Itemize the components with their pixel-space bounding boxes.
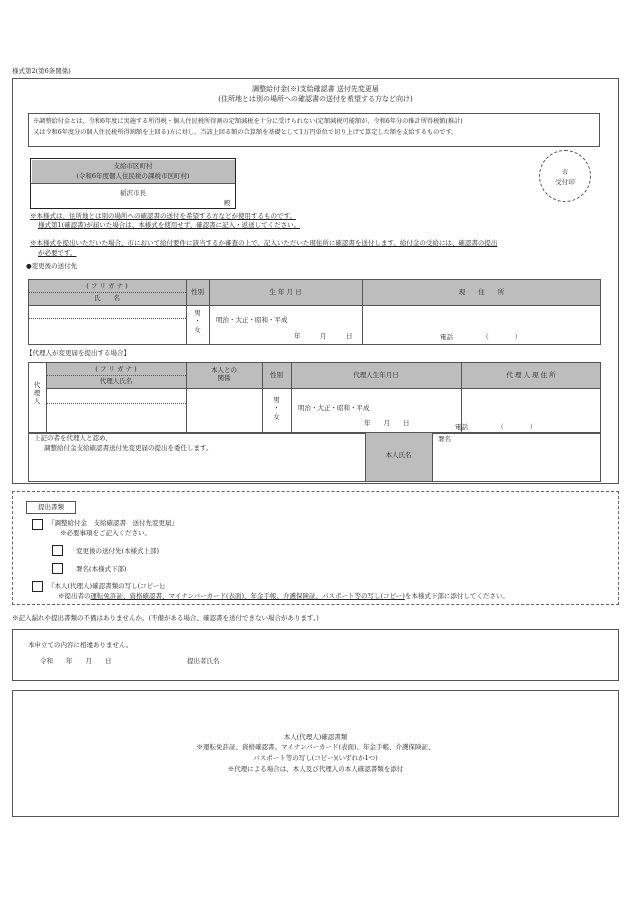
agent-section-label: 【代理人が変更届を提出する場合】	[26, 349, 130, 357]
delegation-line-1: 上記の者を代理人と認め、	[34, 434, 112, 442]
municipality-header-1: 支給市区町村	[113, 162, 153, 170]
declaration-date[interactable]: 令和 年 月 日	[40, 657, 112, 665]
mayor-name: 稲沢市長	[120, 189, 146, 197]
sub1-label: 変更後の送付先(本様式上部)	[76, 547, 160, 555]
principal-name-label: 本人氏名	[385, 451, 412, 459]
item1-note: ※必要事項をご記入ください。	[60, 529, 151, 537]
agent-ymd[interactable]: 年 月 日	[364, 419, 410, 427]
principal-col-right	[432, 432, 433, 482]
agent-furigana-header: ( フ リ ガ ナ )	[95, 365, 137, 373]
municipality-divider	[31, 183, 235, 184]
municipality-header-2: (令和6年度個人住民税の課税市区町村)	[76, 172, 190, 180]
new-furigana-line	[28, 318, 186, 319]
signature-label: 署名	[438, 435, 451, 443]
honorific: 殿	[224, 199, 231, 207]
agent-address-header: 代 理 人 現 住 所	[506, 371, 556, 379]
item2-checkbox[interactable]	[32, 581, 43, 592]
agent-relation-header: 本人との 関係	[211, 366, 237, 383]
agent-gender-value[interactable]: 男 ・ 女	[273, 396, 280, 421]
declaration-box	[12, 629, 619, 681]
item2-note-pre: ※提出者の	[58, 592, 91, 600]
agent-side-label: 代 理 人	[33, 381, 41, 406]
id-attach-line-2: ※運転免許証、資格確認書、マイナンバーカード(表面)、年金手帳、介護保険証、	[196, 743, 435, 751]
agent-gender-header: 性別	[270, 371, 283, 379]
agent-header-line	[46, 388, 601, 389]
agent-name-header: 代理人氏名	[99, 377, 133, 385]
new-furigana-divider	[28, 292, 186, 293]
declaration-text: 本申立ての内容に相違ありません。	[28, 641, 133, 649]
form-number: 様式第2(第6条関係)	[12, 67, 71, 75]
documents-header: 提出書類	[38, 503, 64, 511]
stamp-label-2: 受付印	[555, 178, 575, 186]
agent-era[interactable]: 明治・大正・昭和・平成	[298, 404, 370, 412]
new-era[interactable]: 明治・大正・昭和・平成	[216, 316, 288, 324]
agent-phone[interactable]: 電話 （ ）	[455, 423, 537, 431]
notice-line-1: ※調整給付金とは、令和6年度に実施する所得税・個人住民税所得割の定額減税を十分に受けられない(定額減税可能額が、令和6年分の推計所得税額(推計)	[33, 118, 463, 125]
new-furigana-header: ( フ リ ガ ナ )	[86, 282, 128, 290]
check-question: ※記入漏れや提出書類の不備はありませんか。(不備がある場合、確認書を送付できない場合があります。)	[12, 614, 319, 622]
sub1-checkbox[interactable]	[52, 545, 63, 556]
form-title: 調整給付金(※)支給確認書 送付先変更届	[252, 85, 379, 93]
note-3b: が必要です。	[38, 249, 77, 257]
id-attach-line-4: ※代理による場合は、本人及び代理人の本人確認書類を添付	[227, 765, 404, 773]
new-gender-header: 性別	[191, 288, 204, 296]
delegation-row	[28, 432, 601, 482]
item1-label: 『調整給付金 支給確認書 送付先変更届』	[48, 519, 178, 527]
agent-dob-header: 代理人生年月日	[353, 371, 399, 379]
delegation-line-2: 調整給付金支給確認書送付先変更届の提出を委任します。	[44, 444, 213, 452]
id-attach-title: 本人(代理人)確認書類	[283, 733, 348, 741]
new-ymd[interactable]: 年 月 日	[294, 332, 353, 340]
submitter-name-label[interactable]: 提出者氏名	[187, 657, 220, 665]
stamp-label-1: 市	[561, 168, 569, 176]
note-2: 様式第1(確認書)が届いた場合は、本様式を使用せず、確認書に記入・返送してください。	[38, 221, 301, 229]
new-recipient-label: ●変更後の送付先	[26, 262, 78, 270]
item2-note-underlined: 運転免許証、資格確認書、マイナンバーカード(表面)、年金手帳、介護保険証、パスポート等の写し(コピー)	[90, 592, 405, 600]
new-name-header: 氏 名	[94, 294, 120, 302]
sub2-label: 署名(本様式下部)	[76, 565, 127, 573]
new-phone[interactable]: 電話 （ ）	[440, 333, 522, 341]
id-attach-line-3: パスポート等の写し(コピー)(いずれか1つ)	[253, 754, 378, 762]
new-gender-value[interactable]: 男 ・ 女	[194, 309, 201, 334]
notice-line-2: 又は令和6年度分の個人住民税所得割額を上回る)方に対し、当該上回る額の合算額を基礎として1万円単位で切り上げて算定した額を支給するものです。	[33, 129, 458, 136]
note-1: ※本様式は、住所地とは別の場所への確認書の送付を希望する方などが使用するものです。	[30, 212, 296, 220]
new-dob-header: 生 年 月 日	[269, 288, 302, 296]
note-3a: ※本様式を提出いただいた場合、市において給付要件に該当するか審査の上で、記入いただいた現住所に確認書を送付します。給付金の受給には、確認書の提出	[30, 239, 498, 247]
new-recipient-header-line	[28, 305, 601, 306]
form-subtitle: (住所地とは別の場所への確認書の送付を希望する方など向け)	[218, 95, 413, 103]
item2-note	[58, 592, 509, 601]
item2-label: 『本人(代理人)確認書類の写し(コピー)』	[48, 582, 169, 590]
sub2-checkbox[interactable]	[52, 563, 63, 574]
new-address-header: 現 住 所	[458, 288, 505, 296]
agent-furigana-line	[46, 403, 186, 404]
agent-furigana-divider	[46, 375, 186, 376]
item1-checkbox[interactable]	[32, 519, 43, 530]
item2-note-post: を本様式下部に添付してください。	[404, 592, 509, 600]
